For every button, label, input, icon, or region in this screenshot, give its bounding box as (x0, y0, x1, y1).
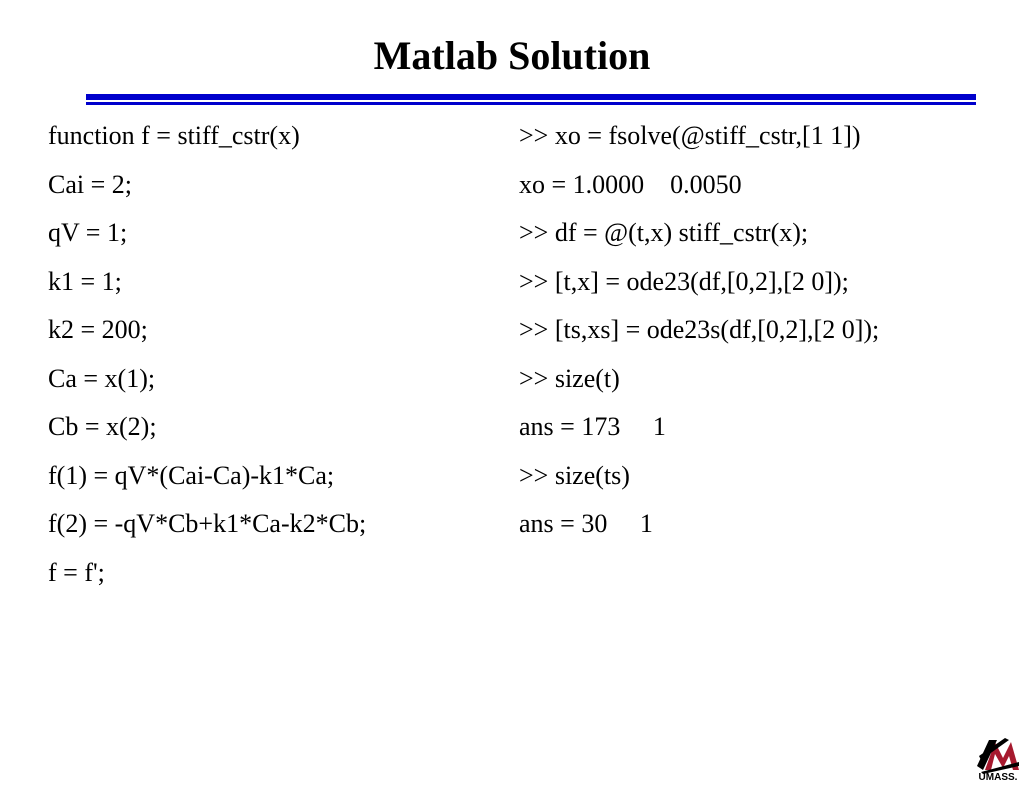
command-line: >> size(t) (519, 363, 620, 393)
output-line: xo = 1.0000 0.0050 (519, 169, 742, 199)
command-line: >> [t,x] = ode23(df,[0,2],[2 0]); (519, 266, 849, 296)
umass-logo-icon (975, 736, 1021, 774)
command-line: >> [ts,xs] = ode23s(df,[0,2],[2 0]); (519, 315, 880, 344)
code-line: Cb = x(2); (48, 412, 157, 441)
code-line: Ca = x(1); (48, 363, 156, 393)
code-line: k1 = 1; (48, 266, 122, 296)
title-underline (86, 94, 976, 106)
umass-logo (975, 736, 1021, 786)
command-window-listing (519, 112, 999, 549)
code-line: f(2) = -qV*Cb+k1*Ca-k2*Cb; (48, 509, 367, 538)
umass-logo-text: UMASS. (978, 772, 1018, 783)
command-line: >> size(ts) (519, 460, 630, 490)
code-line: f = f'; (48, 557, 105, 587)
title-underline-thin (86, 102, 976, 105)
slide-title: Matlab Solution (373, 33, 651, 78)
output-line: ans = 30 1 (519, 509, 653, 538)
code-line: Cai = 2; (48, 169, 132, 199)
output-line: ans = 173 1 (519, 412, 666, 441)
command-line: >> xo = fsolve(@stiff_cstr,[1 1]) (519, 121, 861, 150)
function-code-listing (48, 112, 488, 597)
code-line: function f = stiff_cstr(x) (48, 121, 300, 150)
code-line: k2 = 200; (48, 315, 148, 344)
command-line: >> df = @(t,x) stiff_cstr(x); (519, 218, 809, 247)
code-line: qV = 1; (48, 218, 128, 247)
code-line: f(1) = qV*(Cai-Ca)-k1*Ca; (48, 460, 335, 490)
title-underline-thick (86, 94, 976, 100)
